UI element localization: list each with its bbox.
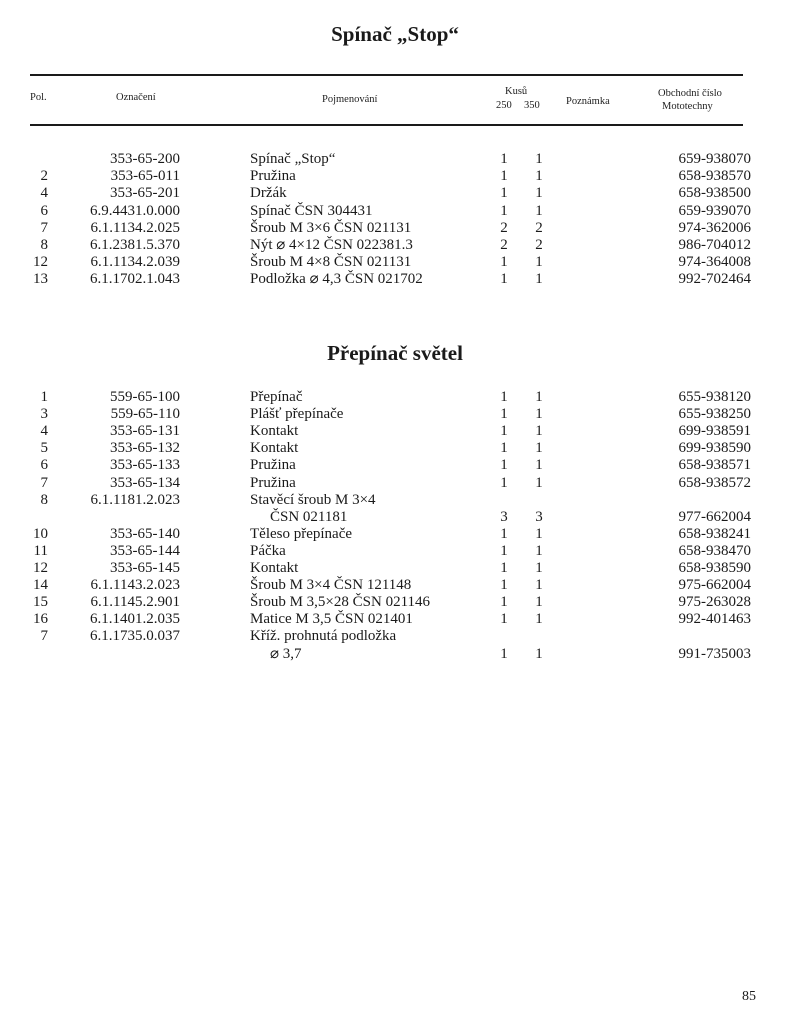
trade-number-cell: 991-735003 — [678, 645, 751, 662]
part-name-cell: Spínač ČSN 304431 — [250, 202, 373, 219]
qty-250-cell: 1 — [500, 406, 508, 423]
section-title-prepinac: Přepínač světel — [327, 341, 463, 365]
qty-350-cell: 1 — [535, 525, 543, 542]
part-name-cell: Kontakt — [250, 440, 299, 457]
qty-250-cell: 1 — [500, 474, 508, 491]
header-poznamka: Poznámka — [566, 96, 610, 107]
qty-250-cell: 1 — [500, 423, 508, 440]
page-number: 85 — [742, 989, 756, 1004]
part-code-cell: 353-65-011 — [110, 168, 180, 185]
table-row — [0, 168, 790, 185]
qty-350-cell: 1 — [535, 271, 543, 288]
table-row — [0, 560, 790, 577]
part-name-cell: Šroub M 3×6 ČSN 021131 — [250, 219, 412, 236]
part-code-cell: 353-65-140 — [110, 525, 180, 542]
part-code-cell: 6.1.1735.0.037 — [90, 628, 180, 645]
qty-350-cell: 1 — [535, 645, 543, 662]
position-cell: 5 — [40, 440, 48, 457]
qty-350-cell: 1 — [535, 151, 543, 167]
part-name-cell: Šroub M 3,5×28 ČSN 021146 — [250, 594, 431, 611]
table-row — [0, 475, 790, 492]
position-cell: 15 — [33, 594, 48, 611]
table-row — [0, 254, 790, 271]
trade-number-cell: 986-704012 — [678, 237, 751, 253]
part-name-cell: Plášť přepínače — [250, 406, 344, 423]
part-name-cell: ⌀ 3,7 — [270, 645, 302, 662]
position-cell: 7 — [40, 628, 48, 645]
part-code-cell: 353-65-134 — [110, 474, 180, 491]
part-name-cell: Šroub M 4×8 ČSN 021131 — [250, 254, 412, 271]
section-title-stop: Spínač „Stop“ — [331, 22, 459, 46]
position-cell: 11 — [33, 542, 48, 559]
qty-350-cell: 1 — [535, 474, 543, 491]
table-row — [0, 440, 790, 457]
part-code-cell: 353-65-200 — [110, 151, 180, 167]
table-row — [0, 237, 790, 254]
qty-250-cell: 1 — [500, 254, 508, 271]
qty-350-cell: 1 — [535, 202, 543, 219]
trade-number-cell: 658-938470 — [678, 542, 751, 559]
trade-number-cell: 974-364008 — [678, 254, 751, 271]
qty-350-cell: 1 — [535, 185, 543, 202]
qty-350-cell: 1 — [535, 542, 543, 559]
table-row — [0, 271, 790, 288]
part-name-cell: Pružina — [250, 168, 296, 185]
table-row — [0, 594, 790, 611]
qty-350-cell: 2 — [535, 237, 543, 253]
qty-350-cell: 1 — [535, 594, 543, 611]
table-row — [0, 203, 790, 220]
trade-number-cell: 975-662004 — [678, 577, 751, 594]
table-row — [0, 611, 790, 628]
part-code-cell: 353-65-201 — [110, 185, 180, 202]
qty-250-cell: 2 — [500, 237, 508, 253]
qty-350-cell: 1 — [535, 423, 543, 440]
trade-number-cell: 658-938241 — [678, 525, 751, 542]
qty-250-cell: 1 — [500, 271, 508, 288]
qty-250-cell: 1 — [500, 560, 508, 576]
table-row — [0, 543, 790, 560]
part-code-cell: 6.1.1134.2.039 — [90, 254, 180, 271]
trade-number-cell: 974-362006 — [678, 219, 751, 236]
qty-250-cell: 1 — [500, 151, 508, 167]
header-pojmenovani: Pojmenování — [322, 94, 378, 105]
position-cell: 8 — [40, 491, 48, 508]
part-code-cell: 6.1.1143.2.023 — [90, 577, 180, 594]
part-name-cell: Těleso přepínače — [250, 525, 353, 542]
position-cell: 10 — [33, 525, 48, 542]
part-name-cell: Podložka ⌀ 4,3 ČSN 021702 — [250, 271, 423, 288]
part-code-cell: 6.1.1181.2.023 — [90, 491, 180, 508]
part-code-cell: 6.1.2381.5.370 — [90, 237, 180, 253]
qty-350-cell: 1 — [535, 389, 543, 405]
table-row — [0, 628, 790, 645]
part-name-cell: Pružina — [250, 457, 296, 474]
position-cell: 16 — [33, 611, 48, 628]
qty-350-cell: 1 — [535, 254, 543, 271]
trade-number-cell: 658-938500 — [678, 185, 751, 202]
qty-250-cell: 1 — [500, 185, 508, 202]
table-row — [0, 389, 790, 406]
table-row — [0, 220, 790, 237]
part-code-cell: 353-65-133 — [110, 457, 180, 474]
header-oznaceni: Označení — [116, 92, 156, 103]
qty-350-cell: 1 — [535, 560, 543, 576]
position-cell: 13 — [33, 271, 48, 288]
part-code-cell: 6.1.1145.2.901 — [90, 594, 180, 611]
qty-350-cell: 1 — [535, 577, 543, 594]
position-cell: 7 — [40, 219, 48, 236]
position-cell: 12 — [33, 560, 48, 576]
position-cell: 6 — [40, 202, 48, 219]
table-row — [0, 646, 790, 663]
qty-250-cell: 2 — [500, 219, 508, 236]
part-name-cell: Držák — [250, 185, 287, 202]
trade-number-cell: 699-938591 — [678, 423, 751, 440]
qty-350-cell: 1 — [535, 440, 543, 457]
qty-250-cell: 1 — [500, 611, 508, 628]
position-cell: 12 — [33, 254, 48, 271]
qty-350-cell: 1 — [535, 611, 543, 628]
trade-number-cell: 655-938250 — [678, 406, 751, 423]
header-q350: 350 — [524, 100, 540, 111]
qty-350-cell: 1 — [535, 406, 543, 423]
position-cell: 4 — [40, 185, 48, 202]
qty-250-cell: 1 — [500, 440, 508, 457]
position-cell: 14 — [33, 577, 48, 594]
part-name-cell: Nýt ⌀ 4×12 ČSN 022381.3 — [250, 237, 413, 253]
header-kusu: Kusů — [505, 86, 528, 97]
table-row — [0, 457, 790, 474]
part-code-cell: 6.9.4431.0.000 — [90, 202, 180, 219]
part-name-cell: Kontakt — [250, 423, 299, 440]
qty-350-cell: 2 — [535, 219, 543, 236]
part-code-cell: 353-65-144 — [110, 542, 180, 559]
table-row — [0, 526, 790, 543]
qty-350-cell: 1 — [535, 168, 543, 185]
qty-250-cell: 1 — [500, 542, 508, 559]
table-row — [0, 423, 790, 440]
part-name-cell: Stavěcí šroub M 3×4 — [250, 491, 376, 508]
trade-number-cell: 658-938590 — [678, 560, 751, 576]
position-cell: 7 — [40, 474, 48, 491]
qty-250-cell: 1 — [500, 525, 508, 542]
table-row — [0, 185, 790, 202]
trade-number-cell: 992-702464 — [678, 271, 751, 288]
part-name-cell: Matice M 3,5 ČSN 021401 — [250, 611, 413, 628]
position-cell: 6 — [40, 457, 48, 474]
position-cell: 3 — [40, 406, 48, 423]
trade-number-cell: 658-938570 — [678, 168, 751, 185]
trade-number-cell: 658-938571 — [678, 457, 751, 474]
qty-250-cell: 1 — [500, 168, 508, 185]
table-row — [0, 492, 790, 509]
trade-number-cell: 699-938590 — [678, 440, 751, 457]
position-cell: 2 — [40, 168, 48, 185]
part-code-cell: 353-65-145 — [110, 560, 180, 576]
qty-250-cell: 1 — [500, 577, 508, 594]
qty-250-cell: 1 — [500, 457, 508, 474]
part-name-cell: Pružina — [250, 474, 296, 491]
part-code-cell: 353-65-132 — [110, 440, 180, 457]
part-code-cell: 6.1.1401.2.035 — [90, 611, 180, 628]
part-code-cell: 559-65-100 — [110, 389, 180, 405]
trade-number-cell: 975-263028 — [678, 594, 751, 611]
part-code-cell: 559-65-110 — [110, 406, 180, 423]
trade-number-cell: 658-938572 — [678, 474, 751, 491]
qty-350-cell: 3 — [535, 508, 543, 525]
trade-number-cell: 655-938120 — [678, 389, 751, 405]
trade-number-cell: 659-939070 — [678, 202, 751, 219]
part-name-cell: Šroub M 3×4 ČSN 121148 — [250, 577, 412, 594]
header-pol: Pol. — [30, 92, 47, 103]
part-code-cell: 6.1.1702.1.043 — [90, 271, 180, 288]
position-cell: 1 — [40, 389, 48, 405]
qty-250-cell: 3 — [500, 508, 508, 525]
position-cell: 4 — [40, 423, 48, 440]
part-name-cell: Kontakt — [250, 560, 299, 576]
trade-number-cell: 659-938070 — [678, 151, 751, 167]
header-rule-top — [30, 74, 743, 76]
part-name-cell: ČSN 021181 — [270, 508, 348, 525]
part-name-cell: Přepínač — [250, 389, 303, 405]
header-mototechny: Mototechny — [662, 101, 713, 112]
qty-250-cell: 1 — [500, 202, 508, 219]
trade-number-cell: 992-401463 — [678, 611, 751, 628]
part-name-cell: Spínač „Stop“ — [250, 151, 336, 167]
part-code-cell: 6.1.1134.2.025 — [90, 219, 180, 236]
qty-250-cell: 1 — [500, 389, 508, 405]
table-row — [0, 509, 790, 526]
header-obchodni-cislo: Obchodní číslo — [658, 88, 722, 99]
qty-250-cell: 1 — [500, 645, 508, 662]
table-row — [0, 406, 790, 423]
qty-350-cell: 1 — [535, 457, 543, 474]
header-rule-bottom — [30, 124, 743, 126]
position-cell: 8 — [40, 237, 48, 253]
table-row — [0, 151, 790, 168]
part-name-cell: Kříž. prohnutá podložka — [250, 628, 397, 645]
header-q250: 250 — [496, 100, 512, 111]
trade-number-cell: 977-662004 — [678, 508, 751, 525]
qty-250-cell: 1 — [500, 594, 508, 611]
table-row — [0, 577, 790, 594]
part-name-cell: Páčka — [250, 542, 286, 559]
part-code-cell: 353-65-131 — [110, 423, 180, 440]
